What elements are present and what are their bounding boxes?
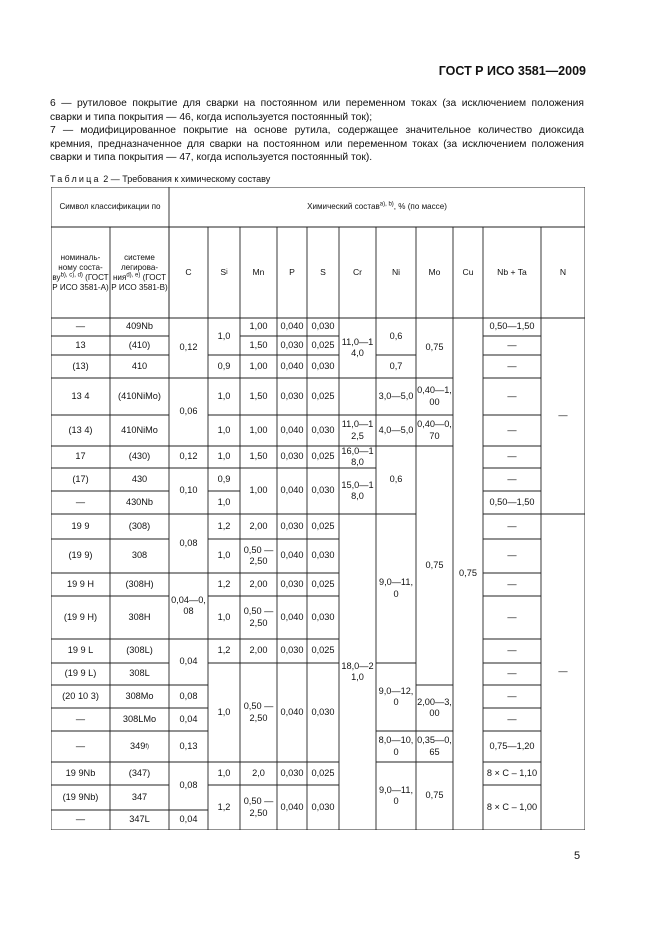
cell-cu-0: 0,75 xyxy=(459,568,477,579)
row-13-alloy: 308L xyxy=(129,668,150,679)
cell-nb-4: — xyxy=(507,424,517,435)
row-2-alloy: 410 xyxy=(131,360,148,371)
row-8-nominal: 19 9 xyxy=(71,520,90,531)
cell-nb-0: 0,50—1,50 xyxy=(489,321,535,332)
chemical-composition-table xyxy=(51,187,585,830)
cell-p-12: 0,040 xyxy=(280,706,304,717)
row-13-nominal: (19 9 L) xyxy=(64,668,97,679)
row-0-alloy: 409Nb xyxy=(125,321,154,332)
header-alloy-rest: (ГОСТ Р ИСО 3581-В) xyxy=(111,272,168,292)
cell-mn-2: 1,00 xyxy=(249,360,268,371)
cell-c-2: 0,12 xyxy=(179,451,198,462)
row-6-nominal: (17) xyxy=(72,473,89,484)
header-alloy-system xyxy=(110,227,169,318)
cell-mo-4: 2,00—3,00 xyxy=(417,696,452,718)
cell-mn-3: 1,50 xyxy=(249,390,268,401)
header-col-p: P xyxy=(289,266,295,277)
cell-nb-11: — xyxy=(507,611,517,622)
header-col-si: S i xyxy=(220,266,228,277)
cell-cr-4: 18,0—21,0 xyxy=(341,660,374,682)
header-nominal-sup: b), c), d) xyxy=(60,271,83,278)
cell-cr-0: 11,0—14,0 xyxy=(341,336,374,358)
header-col-nb: Nb + Ta xyxy=(497,266,527,277)
row-11-alloy: 308H xyxy=(128,611,151,622)
cell-p-14: 0,040 xyxy=(280,801,304,812)
row-5-alloy: (430) xyxy=(128,451,151,462)
paragraph-coating-7: 7 — модифицированное покрытие на основе рутила, содержащее значительное количество диоксида кремния, предназначенное для сварки на постоянном или переменном токах (за исключением положения сварки и типа покрытия — 47, когда используется постоянный ток). xyxy=(50,125,584,164)
cell-nb-8: — xyxy=(507,520,517,531)
row-19-nominal: — xyxy=(75,814,86,825)
cell-mn-13: 2,0 xyxy=(252,767,265,778)
row-7-nominal: — xyxy=(75,496,86,507)
header-col-cu: Cu xyxy=(462,266,474,277)
cell-nb-5: — xyxy=(507,451,517,462)
header-alloy-sup: d), e) xyxy=(126,271,141,278)
cell-ni-7: 8,0—10,0 xyxy=(378,735,414,757)
header-col-n: N xyxy=(559,266,567,277)
cell-mn-8: 0,50 — 2,50 xyxy=(243,544,274,566)
cell-p-7: 0,030 xyxy=(280,520,304,531)
cell-mn-0: 1,00 xyxy=(249,321,268,332)
cell-si-6: 1,0 xyxy=(217,496,231,507)
header-nominal-rest: (ГОСТ Р ИСО 3581-А) xyxy=(52,272,109,292)
row-11-nominal: (19 9 H) xyxy=(63,611,98,622)
row-17-nominal: 19 9Nb xyxy=(65,767,96,778)
header-nominal-text: номиналь-ному соста-ву xyxy=(52,252,103,282)
cell-mn-11: 2,00 xyxy=(249,645,268,656)
row-15-nominal: — xyxy=(75,713,86,724)
cell-nb-1: — xyxy=(507,339,517,350)
row-7-alloy: 430Nb xyxy=(125,496,154,507)
cell-n-0: — xyxy=(558,410,568,421)
cell-nb-18: 8 × C – 1,00 xyxy=(486,801,538,812)
paragraph-coating-6: 6 — рутиловое покрытие для сварки на постоянном или переменном токах (за исключением положения сварки и типа покрытия — 46, когда используется постоянный ток); xyxy=(50,98,584,123)
header-col-c: C xyxy=(185,266,192,277)
document-header: ГОСТ Р ИСО 3581—2009 xyxy=(438,64,586,78)
cell-s-10: 0,030 xyxy=(311,611,335,622)
cell-mn-4: 1,00 xyxy=(249,424,268,435)
row-9-nominal: (19 9) xyxy=(68,550,93,561)
cell-mo-1: 0,40—1,00 xyxy=(417,385,452,407)
row-18-alloy: 347 xyxy=(131,791,148,802)
cell-s-13: 0,025 xyxy=(311,767,335,778)
row-18-nominal: (19 9Nb) xyxy=(62,791,99,802)
cell-si-14: 1,2 xyxy=(217,801,231,812)
cell-si-13: 1,0 xyxy=(217,767,231,778)
row-19-alloy: 347L xyxy=(129,814,150,825)
cell-mn-9: 2,00 xyxy=(249,578,268,589)
cell-ni-1: 0,7 xyxy=(389,360,403,371)
cell-p-0: 0,040 xyxy=(280,321,304,332)
row-6-alloy: 430 xyxy=(131,473,148,484)
row-2-nominal: (13) xyxy=(72,360,89,371)
cell-c-3: 0,10 xyxy=(179,485,198,496)
cell-c-1: 0,06 xyxy=(179,406,198,417)
cell-c-7: 0,08 xyxy=(179,690,198,701)
cell-p-9: 0,030 xyxy=(280,578,304,589)
cell-si-8: 1,0 xyxy=(217,550,231,561)
cell-s-11: 0,025 xyxy=(311,645,335,656)
cell-si-11: 1,2 xyxy=(217,645,231,656)
cell-mn-14: 0,50 — 2,50 xyxy=(243,796,274,818)
cell-si-4: 1,0 xyxy=(217,451,231,462)
cell-nb-12: — xyxy=(507,645,517,656)
cell-si-3: 1,0 xyxy=(217,424,231,435)
header-col-mn: Mn xyxy=(252,266,265,277)
table-caption-word: Таблица xyxy=(50,174,101,184)
cell-mo-5: 0,35—0,65 xyxy=(417,735,452,757)
cell-p-10: 0,040 xyxy=(280,611,304,622)
row-10-nominal: 19 9 H xyxy=(66,578,95,589)
cell-ni-0: 0,6 xyxy=(389,330,403,341)
cell-si-9: 1,2 xyxy=(217,578,231,589)
cell-mn-7: 2,00 xyxy=(249,520,268,531)
cell-nb-2: — xyxy=(507,360,517,371)
header-col-s: S xyxy=(320,266,326,277)
header-col-mo: Mo xyxy=(428,266,441,277)
cell-nb-15: — xyxy=(507,713,517,724)
cell-ni-4: 0,6 xyxy=(389,474,403,485)
cell-cr-3: 15,0—18,0 xyxy=(341,479,374,501)
row-1-nominal: 13 xyxy=(75,339,86,350)
row-5-nominal: 17 xyxy=(75,451,86,462)
cell-p-11: 0,030 xyxy=(280,645,304,656)
cell-nb-14: — xyxy=(507,690,517,701)
header-class-symbol: Символ классификации по xyxy=(59,202,161,211)
cell-c-8: 0,04 xyxy=(179,713,198,724)
cell-c-0: 0,12 xyxy=(179,342,198,353)
cell-mn-10: 0,50 — 2,50 xyxy=(243,606,274,628)
row-12-nominal: 19 9 L xyxy=(67,645,94,656)
cell-c-10: 0,08 xyxy=(179,780,198,791)
cell-si-10: 1,0 xyxy=(217,611,231,622)
cell-c-4: 0,08 xyxy=(179,537,198,548)
row-16-nominal: — xyxy=(75,740,86,751)
cell-ni-2: 3,0—5,0 xyxy=(378,390,414,401)
cell-si-1: 0,9 xyxy=(217,360,231,371)
cell-c-5: 0,04—0,08 xyxy=(171,594,206,616)
cell-s-9: 0,025 xyxy=(311,578,335,589)
cell-ni-5: 9,0—11,0 xyxy=(378,577,414,599)
cell-s-8: 0,030 xyxy=(311,550,335,561)
table-caption-text: 2 — Требования к химическому составу xyxy=(100,174,271,184)
cell-p-13: 0,030 xyxy=(280,767,304,778)
row-3-alloy: (410NiMo) xyxy=(118,390,161,401)
row-3-nominal: 13 4 xyxy=(71,390,90,401)
header-alloy-text: системе легирова-ния xyxy=(112,252,159,282)
cell-n-1: — xyxy=(558,666,568,677)
cell-p-6: 0,040 xyxy=(280,485,304,496)
header-chem-composition-rest: , % (по массе) xyxy=(393,202,447,211)
row-8-alloy: (308) xyxy=(128,520,151,531)
cell-nb-10: — xyxy=(507,578,517,589)
cell-s-12: 0,030 xyxy=(311,706,335,717)
cell-cr-1: 11,0—12,5 xyxy=(341,419,374,441)
cell-si-7: 1,2 xyxy=(217,520,231,531)
cell-p-3: 0,030 xyxy=(280,390,304,401)
cell-c-9: 0,13 xyxy=(179,740,198,751)
header-nominal xyxy=(51,227,110,318)
header-col-ni: Ni xyxy=(391,266,401,277)
cell-nb-3: — xyxy=(507,390,517,401)
row-4-nominal: (13 4) xyxy=(68,424,93,435)
row-12-alloy: (308L) xyxy=(126,645,153,656)
cell-s-2: 0,030 xyxy=(311,360,335,371)
cell-s-3: 0,025 xyxy=(311,390,335,401)
page-number: 5 xyxy=(574,850,581,862)
header-chem-composition-text: Химический состав xyxy=(307,202,380,211)
cell-c-6: 0,04 xyxy=(179,656,198,667)
cell-cr-2: 16,0—18,0 xyxy=(341,445,374,467)
cell-p-2: 0,040 xyxy=(280,360,304,371)
cell-s-6: 0,030 xyxy=(311,485,335,496)
cell-nb-6: — xyxy=(507,473,517,484)
cell-p-8: 0,040 xyxy=(280,550,304,561)
cell-mo-0: 0,75 xyxy=(425,342,444,353)
cell-ni-8: 9,0—11,0 xyxy=(378,784,414,806)
cell-nb-13: — xyxy=(507,668,517,679)
header-chem-composition xyxy=(169,187,585,227)
cell-c-11: 0,04 xyxy=(179,814,198,825)
table-caption xyxy=(50,174,270,184)
cell-mo-3: 0,75 xyxy=(425,559,444,570)
cell-si-5: 0,9 xyxy=(217,473,231,484)
cell-nb-17: 8 × C – 1,10 xyxy=(486,767,538,778)
row-9-alloy: 308 xyxy=(131,550,148,561)
cell-s-5: 0,025 xyxy=(311,451,335,462)
cell-ni-6: 9,0—12,0 xyxy=(378,685,414,707)
cell-si-2: 1,0 xyxy=(217,390,231,401)
row-1-alloy: (410) xyxy=(128,339,151,350)
cell-ni-3: 4,0—5,0 xyxy=(378,424,414,435)
cell-mn-12: 0,50 — 2,50 xyxy=(243,701,274,723)
cell-mo-6: 0,75 xyxy=(425,790,444,801)
cell-mn-5: 1,50 xyxy=(249,451,268,462)
row-15-alloy: 308LMo xyxy=(122,713,157,724)
cell-p-4: 0,040 xyxy=(280,424,304,435)
cell-mn-1: 1,50 xyxy=(249,339,268,350)
row-16-alloy: 349 f) xyxy=(129,740,149,751)
row-4-alloy: 410NiMo xyxy=(121,424,158,435)
cell-mn-6: 1,00 xyxy=(249,485,268,496)
row-10-alloy: (308H) xyxy=(125,578,154,589)
cell-mo-2: 0,40—0,70 xyxy=(417,419,452,441)
cell-nb-7: 0,50—1,50 xyxy=(489,496,535,507)
cell-p-5: 0,030 xyxy=(280,451,304,462)
cell-s-1: 0,025 xyxy=(311,339,335,350)
header-chem-composition-sup: а), b) xyxy=(379,201,394,208)
cell-nb-9: — xyxy=(507,550,517,561)
cell-s-4: 0,030 xyxy=(311,424,335,435)
header-col-cr: Cr xyxy=(352,266,363,277)
row-14-alloy: 308Mo xyxy=(125,690,154,701)
cell-s-14: 0,030 xyxy=(311,801,335,812)
cell-s-0: 0,030 xyxy=(311,321,335,332)
cell-nb-16: 0,75—1,20 xyxy=(489,740,535,751)
cell-si-0: 1,0 xyxy=(217,330,231,341)
row-17-alloy: (347) xyxy=(128,767,151,778)
row-14-nominal: (20 10 3) xyxy=(62,690,99,701)
cell-si-12: 1,0 xyxy=(217,706,231,717)
cell-s-7: 0,025 xyxy=(311,520,335,531)
row-0-nominal: — xyxy=(75,321,86,332)
cell-p-1: 0,030 xyxy=(280,339,304,350)
